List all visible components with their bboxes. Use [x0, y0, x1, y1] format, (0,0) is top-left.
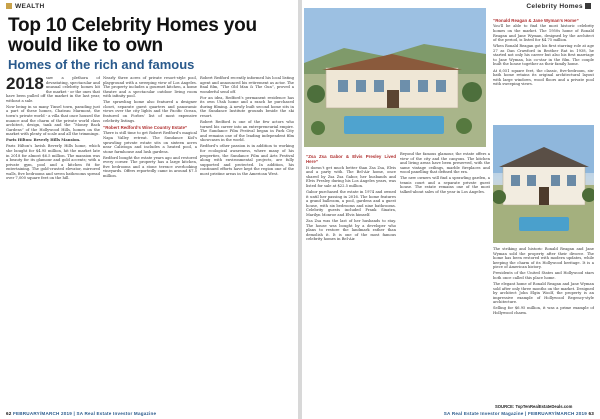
- article-body-right-top: [493, 16, 594, 121]
- subhead-zsazsa: “Zsa Zsa Gabor & Elvis Presley Lived Here”: [306, 154, 396, 165]
- mansion-photo: [304, 8, 486, 147]
- magazine-credit: FEBRUARY/MARCH 2019 | SA Real Estate Investor Magazine: [13, 411, 157, 416]
- reagan-home-illustration: [493, 125, 594, 243]
- paragraph: The striking and historic Ronald Reagan and Jane Wyman sold the property after their divorce. The home has been restored with modern updates, while keeping the charm of its Hollywood heritage. It is a piece of American history.: [493, 247, 594, 270]
- right-page: [302, 0, 600, 419]
- paragraph: Redford bought the estate years ago and restored every corner. The property has a large kitchen, five bedrooms and a stone terrace overlooking vineyards. Offers reportedly came in around $7.5 million.: [103, 155, 197, 178]
- footer-right: [444, 411, 594, 416]
- paragraph: For an idea, Redford’s permanent residence has its own Utah home and a ranch he purchased during filming. A newly built second home sits in the Sundance Institute grounds beside the ski resort.: [200, 95, 294, 118]
- section-header-celebrity: [526, 3, 594, 14]
- paragraph: Redford’s other passion is in addition to working for ecological awareness, where many of his properties, the Sundance Film and Arts Festival along with environmental projects, are fully supported and protected. In addition, his continued efforts have kept the region one of the most pristine areas in the American West.: [200, 144, 294, 176]
- paragraph: The new owners will find a sprawling garden, a tennis court and a separate private guest house. The estate remains one of the most talked-about sales of the year in Los Angeles.: [400, 176, 490, 194]
- paragraph: It doesn’t get much better than Zsa Zsa, Elvis and a party with. The Bel-Air home, once shared by Zsa Zsa Gabor, her husbands and Elvis Presley during his Los Angeles years, was listed for sale at $22.5 million.: [306, 165, 396, 188]
- page-number: 63: [588, 411, 594, 416]
- paragraph: You’ll be able to find the most historic celebrity homes on the market. The 1950s home of Ronald Reagan and Jane Wyman, designed by the architect of the period, is listed for $4.75 million.: [493, 24, 594, 43]
- paragraph: saw a plethora of devastating, spectacular and unusual celebrity homes hit the market - or the ones that have been pulled off the market in the last year, without a sale.: [6, 76, 100, 103]
- section-label: WEALTH: [15, 3, 45, 10]
- left-page: [0, 0, 298, 419]
- magazine-credit: SA Real Estate Investor Magazine | FEBRUARY/MARCH 2019: [443, 411, 587, 416]
- article-subtitle: Homes of the rich and famous: [8, 57, 195, 72]
- paragraph: The sprawling home also featured a designer closet, separate guest quarters and panoramic views over the city lights and the Pacific Ocean, featured on Forbes’ list of most expensive celebrity listings.: [103, 100, 197, 123]
- page-number: 62: [6, 411, 12, 416]
- article-body-right: [306, 152, 492, 402]
- dropcap: 2018: [6, 76, 44, 93]
- paragraph: The elegant home of Ronald Reagan and Jane Wyman sold after only three months on the market. Designed by architect John Elgin Woolf, the property is an impressive example of Hollywood Regency-style architecture.: [493, 282, 594, 305]
- paragraph: When Ronald Reagan got his first starring role at age 27 as Dan Crawford in Brother Rat in 1938, he started not only his career but also his first marriage to Jane Wyman, his co-star in the film. The couple built the house together as their family home.: [493, 44, 594, 67]
- paragraph: Zsa Zsa was the last of her husbands to stay. The house was bought by a developer who plans to restore the landmark rather than demolish it. It is one of the most famous celebrity homes in Bel-Air.: [306, 219, 396, 242]
- paragraph: There is still time to get Robert Redford’s magical Napa Valley retreat. The Sundance Kid’s sprawling private estate sits on sixteen acres near Calistoga and includes a heated pool, a stone farmhouse and lush gardens.: [103, 131, 197, 154]
- mansion-illustration: [304, 8, 486, 147]
- paragraph: At 6,051 square feet, the classic, five-bedroom, six-bath home retains its original architectural layout with large windows, wood floors and a private pool with sweeping views.: [493, 68, 594, 87]
- paragraph-lead: Paris Hilton: Beverly Hills Mansion.: [6, 138, 81, 143]
- paragraph: Robert Redford recently informed his local listing agent and announced his retirement as actor. The final film, “The Old Man & The Gun”, proved a wonderful send off.: [200, 76, 294, 94]
- paragraph: Now being in so many Tinsel town, parading just a part of these homes, Chateau Marmont, the town’s private world - a villa that once housed the nuance and the charm of the private world class architect, design, tank and the “Money Back Gardens” of the Hollywood Hills, homes on the market with plenty of scale and all the trimmings.: [6, 104, 100, 137]
- column-3-top: [493, 16, 594, 121]
- column-2: [400, 152, 490, 402]
- paragraph: Selling for $6.95 million, it was a prime example of Hollywood charm.: [493, 306, 594, 315]
- section-label: Celebrity Homes: [526, 3, 583, 10]
- section-header-wealth: [6, 3, 45, 14]
- paragraph: Beyond the famous glamour, the estate offers a view of the city and the canyons. The kitchen and living areas have been preserved, with the same vintage ceilings, marble fireplaces and wood panelling that defined the era.: [400, 152, 490, 175]
- reagan-home-photo: [493, 125, 594, 243]
- footer-left: [6, 411, 156, 416]
- paragraph: Presidents of the United States and Hollywood stars both once called this place home.: [493, 271, 594, 280]
- gold-square-icon: [6, 3, 12, 9]
- subhead-reagan: “Ronald Reagan & Jane Wyman’s Home”: [493, 18, 579, 23]
- paragraph: Gabor purchased the estate in 1974 and owned it until her passing in 2016. The home features a grand ballroom, a pool, gardens and a guest house, with six bedrooms and nine bathrooms. Celebrity guests included Frank Sinatra, Marilyn Monroe and Elvis himself.: [306, 190, 396, 217]
- paragraph: Robert Redford is one of the few actors who turned his career into an entrepreneurial empire. The Sundance Film Festival began in Park City and remains one of the leading independent film showcases in the world.: [200, 120, 294, 143]
- subhead-redford: “Robert Redford’s Wine Country Estate”: [103, 125, 188, 131]
- photo-caption: [493, 247, 594, 402]
- column-3: [200, 76, 294, 408]
- column-1: [6, 76, 100, 408]
- article-body: [6, 76, 294, 408]
- article-title: Top 10 Celebrity Homes you would like to own: [8, 15, 257, 56]
- dark-square-icon: [585, 3, 591, 9]
- column-2: [103, 76, 197, 408]
- column-1: [306, 152, 396, 402]
- source-credit: SOURCE: TopTenRealEstateDeals.com: [495, 404, 573, 409]
- paragraph: Paris Hilton’s lavish Beverly Hills home, which she bought for $4.95 million, hit the market late in 2018 for almost $6.5 million. The mansion was a beauty for its glamour and gold accents; with a private gym, pool and a kitchen fit for entertaining. The gold-crusted elevator, mirrored walls, five bedrooms and seven bathrooms spread over 7,000 square feet on the hill.: [6, 144, 100, 181]
- paragraph: Nearly three acres of private resort-style pool, playground with a sweeping view of Los Angeles. The property includes a gourmet kitchen, a home theatre and a spectacular outdoor living room with infinity pool.: [103, 76, 197, 99]
